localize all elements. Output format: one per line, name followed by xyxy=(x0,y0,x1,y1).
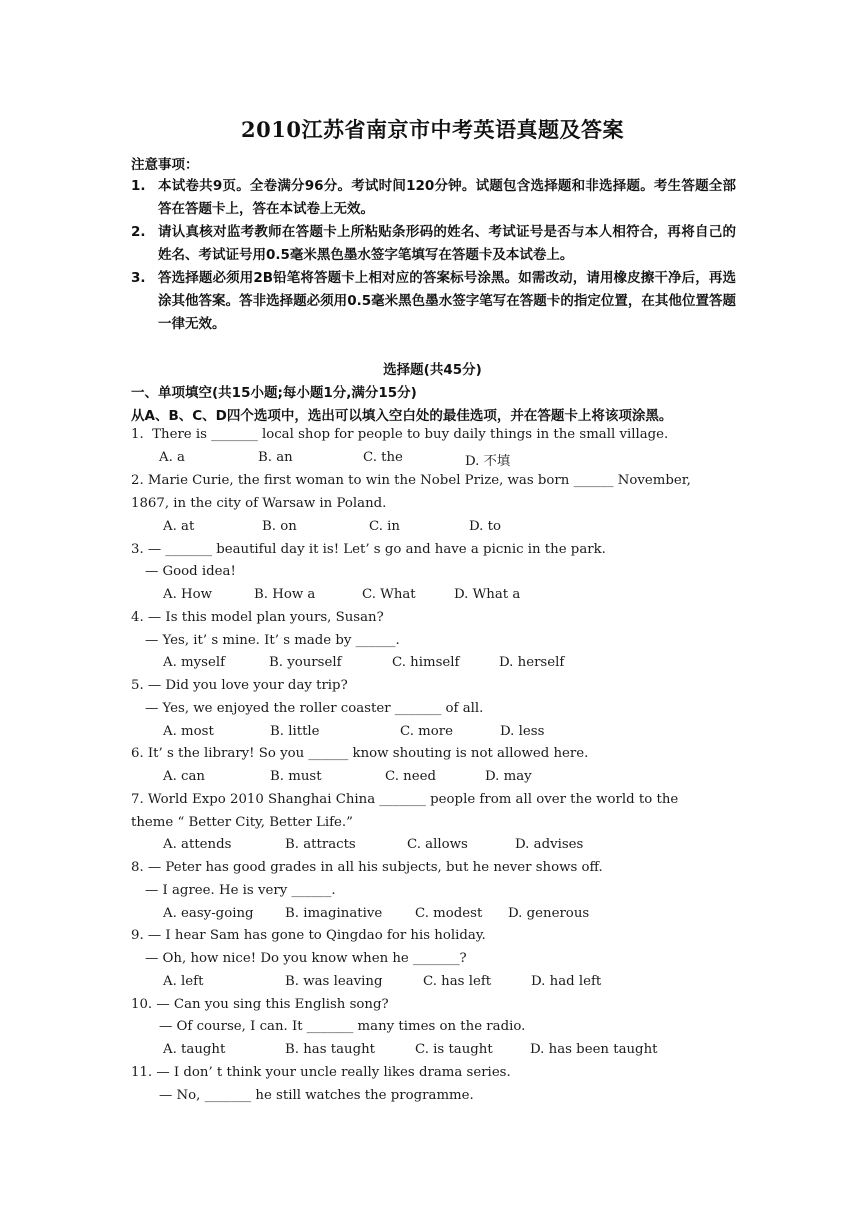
question-7: 7. World Expo 2010 Shanghai China _______ people from all over the world to the xyxy=(131,792,679,807)
instruction-text: 从A、B、C、D四个选项中，选出可以填入空白处的最佳选项，并在答题卡上将该项涂黑。 xyxy=(131,408,673,424)
option: A. at xyxy=(163,519,195,534)
option: B. How a xyxy=(254,587,316,602)
question-7-continued: theme “ Better City, Better Life.” xyxy=(131,815,353,830)
section-title: 选择题(共45分) xyxy=(383,362,482,378)
option: C. What xyxy=(362,587,416,602)
question-2: 2. Marie Curie, the first woman to win the Nobel Prize, was born ______ November, xyxy=(131,473,691,488)
notice-item-text: 本试卷共9页。全卷满分96分。考试时间120分钟。试题包含选择题和非选择题。考生答题全部答在答题卡上，答在本试卷上无效。 xyxy=(158,178,736,217)
part-title: 一、单项填空(共15小题;每小题1分,满分15分) xyxy=(131,385,417,401)
question-5: 5. — Did you love your day trip? xyxy=(131,678,348,693)
question-6: 6. It’ s the library! So you ______ know shouting is not allowed here. xyxy=(131,746,589,761)
option: C. need xyxy=(385,769,436,784)
option: A. How xyxy=(163,587,213,602)
notice-item-number: 3. xyxy=(131,270,146,286)
notice-item-text: 请认真核对监考教师在答题卡上所粘贴条形码的姓名、考试证号是否与本人相符合，再将自己的姓名、考试证号用0.5毫米黑色墨水签字笔填写在答题卡及本试卷上。 xyxy=(158,224,736,263)
option: C. more xyxy=(400,724,453,739)
option: B. an xyxy=(258,450,293,465)
question-2-continued: 1867, in the city of Warsaw in Poland. xyxy=(131,496,387,511)
option: A. left xyxy=(163,974,204,989)
option: C. allows xyxy=(407,837,468,852)
option: C. modest xyxy=(415,906,483,921)
option: A. taught xyxy=(163,1042,226,1057)
question-11-reply: — No, _______ he still watches the programme. xyxy=(159,1088,474,1103)
option: B. must xyxy=(270,769,322,784)
option: B. attracts xyxy=(285,837,356,852)
option: C. has left xyxy=(423,974,492,989)
option: A. easy-going xyxy=(163,906,254,921)
option: B. has taught xyxy=(285,1042,376,1057)
option: B. imaginative xyxy=(285,906,383,921)
option: D. herself xyxy=(499,655,565,670)
option: D. to xyxy=(469,519,501,534)
notice-item-3 xyxy=(131,267,736,336)
option: C. in xyxy=(369,519,400,534)
question-3-reply: — Good idea! xyxy=(145,564,236,579)
option: D. may xyxy=(485,769,532,784)
option: B. little xyxy=(270,724,320,739)
option: D. advises xyxy=(515,837,584,852)
option: A. a xyxy=(159,450,185,465)
notice-item-number: 1. xyxy=(131,178,146,194)
option: D. What a xyxy=(454,587,521,602)
option: D. less xyxy=(500,724,545,739)
option: A. most xyxy=(163,724,214,739)
notice-item-1 xyxy=(131,175,736,221)
question-5-reply: — Yes, we enjoyed the roller coaster _______ of all. xyxy=(145,701,484,716)
option: B. on xyxy=(262,519,297,534)
option: D. generous xyxy=(508,906,590,921)
option: B. was leaving xyxy=(285,974,383,989)
question-4: 4. — Is this model plan yours, Susan? xyxy=(131,610,384,625)
notice-heading: 注意事项： xyxy=(131,157,199,173)
option: C. the xyxy=(363,450,403,465)
question-4-reply: — Yes, it’ s mine. It’ s made by ______. xyxy=(145,633,400,648)
question-8-reply: — I agree. He is very ______. xyxy=(145,883,336,898)
document-title: 2010江苏省南京市中考英语真题及答案 xyxy=(241,117,624,142)
option: D. has been taught xyxy=(530,1042,658,1057)
question-9: 9. — I hear Sam has gone to Qingdao for his holiday. xyxy=(131,928,486,943)
notice-item-number: 2. xyxy=(131,224,146,240)
option: A. myself xyxy=(163,655,226,670)
question-10: 10. — Can you sing this English song? xyxy=(131,997,389,1012)
option: D. 不填 xyxy=(465,454,511,469)
question-8: 8. — Peter has good grades in all his subjects, but he never shows off. xyxy=(131,860,603,875)
notice-item-2 xyxy=(131,221,736,267)
option: D. had left xyxy=(531,974,602,989)
option: C. is taught xyxy=(415,1042,493,1057)
question-11: 11. — I don’ t think your uncle really likes drama series. xyxy=(131,1065,511,1080)
option: B. yourself xyxy=(269,655,342,670)
option: A. can xyxy=(163,769,205,784)
question-10-reply: — Of course, I can. It _______ many times on the radio. xyxy=(159,1019,526,1034)
question-1: 1. There is _______ local shop for people to buy daily things in the small village. xyxy=(131,427,669,442)
question-9-reply: — Oh, how nice! Do you know when he _______? xyxy=(145,951,467,966)
question-3: 3. — _______ beautiful day it is! Let’ s go and have a picnic in the park. xyxy=(131,542,606,557)
notice-item-text: 答选择题必须用2B铅笔将答题卡上相对应的答案标号涂黑。如需改动，请用橡皮擦干净后，再选涂其他答案。答非选择题必须用0.5毫米黑色墨水签字笔写在答题卡的指定位置，在其他位置答题一律无效。 xyxy=(158,270,736,332)
option: A. attends xyxy=(163,837,232,852)
option: C. himself xyxy=(392,655,460,670)
